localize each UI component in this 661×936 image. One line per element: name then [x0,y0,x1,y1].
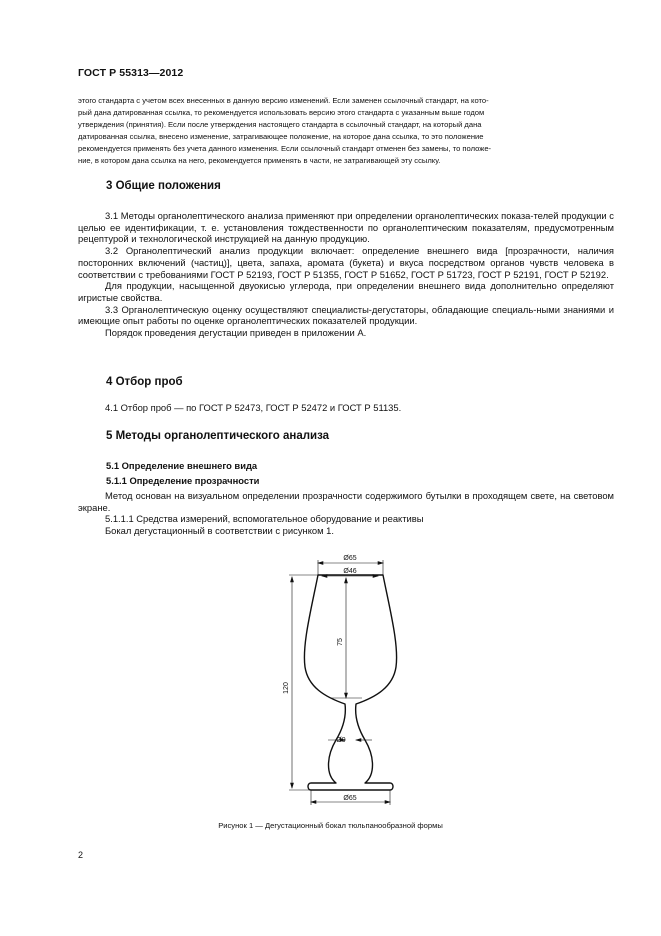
dim-base-label: Ø65 [343,795,357,802]
intro-line: утверждения (принятия). Если после утверждения настоящего стандарта в ссылочный стандарт, на который дана [78,120,482,130]
dim-top-outer-label: Ø65 [343,555,357,562]
dim-bowl-height-label: 75 [337,638,344,646]
paragraph-3-3: 3.3 Органолептическую оценку осуществляют специалисты-дегустаторы, обладающие специаль-ными знаниями и имеющие опыт работы по оценке органолептических показателей продукции. [78,303,614,327]
intro-line: рекомендуется применять без учета данного изменения. Если ссылочный стандарт отменен без замены, то положе- [78,144,492,154]
intro-paragraph [78,95,614,168]
section-5-body [78,490,614,537]
paragraph-3-2: 3.2 Органолептический анализ продукции включает: определение внешнего вида [прозрачности, наличия посторонних включений (частиц)], цвета, запаха, аромата (букета) и вкуса посредством органов чувств человека в соответствии с требованиями ГОСТ Р 52193, ГОСТ Р 51355, ГОСТ Р 51652, ГОСТ Р 51723, ГОСТ Р 52191, ГОСТ Р 52192. [78,245,614,280]
paragraph-5-1-1-1: 5.1.1.1 Средства измерений, вспомогательное оборудование и реактивы [105,513,424,525]
dim-total-height-label: 120 [283,682,290,694]
paragraph-glass-reference: Бокал дегустационный в соответствии с рисунком 1. [105,525,334,537]
intro-line: ние, в котором дана ссылка на него, рекомендуется применять в части, не затрагивающей эту ссылку. [78,156,441,166]
intro-line: рый дана датированная ссылка, то рекомендуется использовать версию этого стандарта с указанным выше годом [78,108,485,118]
figure-caption: Рисунок 1 — Дегустационный бокал тюльпанообразной формы [218,821,443,830]
section-3-heading: 3 Общие положения [106,180,221,192]
paragraph-5-1-1: Метод основан на визуальном определении прозрачности содержимого бутылки в проходящем свете, на световом экране. [78,490,614,513]
paragraph-3-1: 3.1 Методы органолептического анализа применяют при определении органолептических показа-телей продукции с целью ее идентификации, т. е. установления тождественности по органолептическим показателям, предусмотренным рецептурой и технологической инструкцией на данную продукцию. [78,210,614,245]
subsection-5-1-heading: 5.1 Определение внешнего вида [106,460,258,471]
subsection-5-1-1-heading: 5.1.1 Определение прозрачности [106,475,260,486]
intro-line: датированная ссылка, внесено изменение, затрагивающее положение, на которое дана ссылка, то это положение [78,132,484,142]
paragraph-3-2-extra: Для продукции, насыщенной двуокисью углерода, при определении внешнего вида дополнительно определяют игристые свойства. [78,280,614,303]
dim-stem-label: Ø9 [336,737,346,744]
section-4-heading: 4 Отбор проб [106,376,183,388]
paragraph-3-3-extra: Порядок проведения дегустации приведен в приложении А. [105,327,367,339]
intro-line: этого стандарта с учетом всех внесенных в данную версию изменений. Если заменен ссылочный стандарт, на кото- [78,96,489,105]
tasting-glass-figure [270,548,420,813]
paragraph-4-1: 4.1 Отбор проб — по ГОСТ Р 52473, ГОСТ Р 52472 и ГОСТ Р 51135. [105,402,402,413]
glass-outline [304,575,396,790]
section-3-body [78,210,614,339]
section-5-heading: 5 Методы органолептического анализа [106,430,330,442]
document-header: ГОСТ Р 55313—2012 [78,67,184,79]
page-number: 2 [78,850,84,860]
section-4-body [78,402,614,414]
dim-top-inner-label: Ø46 [343,568,357,575]
